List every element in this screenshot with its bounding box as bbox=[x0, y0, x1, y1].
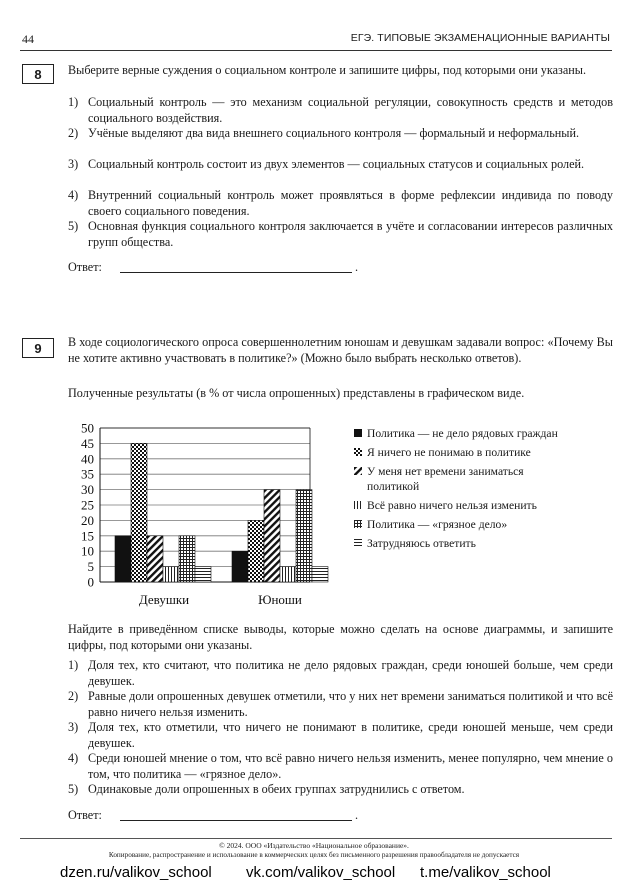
option-number: 2) bbox=[68, 126, 79, 140]
footer-notice: Копирование, распространение и использование в коммерческих целях без письменного разрешения правообладателя не допускается bbox=[108, 851, 520, 859]
x-category-label: Юноши bbox=[258, 592, 302, 607]
y-tick-label: 10 bbox=[81, 543, 94, 559]
question-9-task: Найдите в приведённом списке выводы, которые можно сделать на основе диаграммы, и запишите цифры, под которыми они указаны. bbox=[68, 622, 613, 652]
footer-copyright: © 2024. ООО «Издательство «Национальное образование». bbox=[219, 841, 409, 850]
legend-swatch-checker bbox=[354, 448, 362, 456]
option-number: 1) bbox=[68, 95, 79, 109]
bar bbox=[248, 520, 264, 582]
bar bbox=[264, 490, 280, 582]
bar bbox=[280, 567, 296, 582]
question-8-prompt: Выберите верные суждения о социальном контроле и запишите цифры, под которыми они указаны. bbox=[68, 63, 587, 77]
option-text: Социальный контроль состоит из двух элементов — социальных статусов и социальных ролей. bbox=[88, 157, 585, 171]
option-number: 1) bbox=[68, 658, 79, 672]
y-tick-label: 0 bbox=[87, 574, 94, 590]
y-tick-label: 15 bbox=[81, 528, 94, 544]
option-text: Учёные выделяют два вида внешнего социального контроля — формальный и неформальный. bbox=[88, 126, 580, 140]
question-9-option-3 bbox=[68, 720, 613, 751]
question-9-answer-label: Ответ: bbox=[68, 808, 102, 822]
legend-label: Затрудняюсь ответить bbox=[367, 537, 476, 550]
bar bbox=[296, 490, 312, 582]
y-tick-label: 20 bbox=[81, 512, 94, 528]
option-text: Одинаковые доли опрошенных в обеих группах затруднились с ответом. bbox=[88, 782, 465, 796]
legend-label: У меня нет времени заниматься политикой bbox=[367, 465, 524, 493]
y-tick-label: 25 bbox=[81, 497, 94, 513]
option-number: 2) bbox=[68, 689, 79, 703]
option-text: Доля тех, кто отметили, что ничего не понимают в политике, среди юношей меньше, чем среди девушек. bbox=[88, 720, 613, 750]
option-number: 4) bbox=[68, 188, 79, 202]
y-tick-label: 35 bbox=[81, 466, 94, 482]
option-text: Среди юношей мнение о том, что всё равно ничего нельзя изменить, менее популярно, чем мнение о том, что политика — «грязное дело». bbox=[88, 751, 613, 781]
legend-label: Политика — «грязное дело» bbox=[367, 518, 508, 531]
option-text: Основная функция социального контроля заключается в учёте и согласовании интересов различных групп общества. bbox=[88, 219, 613, 249]
question-9-option-2 bbox=[68, 689, 613, 720]
question-9-option-1 bbox=[68, 658, 613, 689]
question-9-number-box: 9 bbox=[22, 338, 54, 358]
legend-swatch-solid bbox=[354, 429, 362, 437]
legend-label: Политика — не дело рядовых граждан bbox=[367, 427, 558, 440]
question-9-option-5 bbox=[68, 782, 613, 798]
survey-bar-chart bbox=[60, 418, 350, 618]
question-9-option-4 bbox=[68, 751, 613, 782]
bar bbox=[147, 536, 163, 582]
running-header-title: ЕГЭ. ТИПОВЫЕ ЭКЗАМЕНАЦИОННЫЕ ВАРИАНТЫ bbox=[350, 32, 610, 44]
y-tick-label: 45 bbox=[81, 435, 94, 451]
y-tick-label: 30 bbox=[81, 482, 94, 498]
question-9-answer-end: . bbox=[355, 808, 359, 822]
question-8-answer-label: Ответ: bbox=[68, 260, 102, 274]
legend-label: Всё равно ничего нельзя изменить bbox=[367, 499, 537, 512]
bar bbox=[232, 551, 248, 582]
question-8-answer-end: . bbox=[355, 260, 359, 274]
question-9-intro: В ходе социологического опроса совершеннолетним юношам и девушкам задавали вопрос: «Почему Вы не хотите активно участвовать в политике?» (Можно было выбрать несколько ответов). bbox=[68, 335, 613, 365]
question-8-answer-field[interactable] bbox=[120, 272, 352, 273]
y-tick-label: 40 bbox=[81, 451, 94, 467]
option-number: 4) bbox=[68, 751, 79, 765]
bar bbox=[115, 536, 131, 582]
question-8-number-box: 8 bbox=[22, 64, 54, 84]
legend-label: Я ничего не понимаю в политике bbox=[367, 446, 531, 459]
header-divider bbox=[20, 50, 612, 51]
bar bbox=[163, 567, 179, 582]
option-text: Равные доли опрошенных девушек отметили, что у них нет времени заниматься политикой и что всё равно ничего нельзя изменить. bbox=[88, 689, 613, 719]
legend-swatch-vertical bbox=[354, 501, 362, 509]
option-text: Социальный контроль — это механизм социальной регуляции, совокупность средств и методов социального воздействия. bbox=[88, 95, 613, 125]
bar bbox=[195, 567, 211, 582]
question-8-option-1 bbox=[68, 95, 613, 126]
link-dzen[interactable]: dzen.ru/valikov_school bbox=[60, 864, 212, 881]
y-tick-label: 5 bbox=[87, 559, 94, 575]
footer-divider bbox=[20, 838, 612, 839]
option-number: 3) bbox=[68, 157, 79, 171]
legend-swatch-horizontal bbox=[354, 539, 362, 547]
question-8-option-5 bbox=[68, 219, 613, 250]
question-8-option-3 bbox=[68, 157, 613, 173]
bar bbox=[312, 567, 328, 582]
option-text: Внутренний социальный контроль может проявляться в форме рефлексии индивида по поводу своего социального поведения. bbox=[88, 188, 613, 218]
link-telegram[interactable]: t.me/valikov_school bbox=[420, 864, 551, 881]
link-vk[interactable]: vk.com/valikov_school bbox=[246, 864, 396, 881]
page-number: 44 bbox=[22, 32, 34, 46]
chart-legend bbox=[354, 426, 614, 566]
question-9-results-text: Полученные результаты (в % от числа опрошенных) представлены в графическом виде. bbox=[68, 386, 525, 400]
question-8-option-4 bbox=[68, 188, 613, 219]
legend-swatch-grid bbox=[354, 520, 362, 528]
option-number: 5) bbox=[68, 219, 79, 233]
question-8-option-2 bbox=[68, 126, 613, 142]
option-text: Доля тех, кто считают, что политика не дело рядовых граждан, среди юношей больше, чем среди девушек. bbox=[88, 658, 613, 688]
x-category-label: Девушки bbox=[138, 592, 190, 607]
question-9-answer-field[interactable] bbox=[120, 820, 352, 821]
bar bbox=[179, 536, 195, 582]
y-tick-label: 50 bbox=[81, 420, 94, 436]
option-number: 3) bbox=[68, 720, 79, 734]
legend-swatch-diagonal bbox=[354, 467, 362, 475]
bar bbox=[131, 443, 147, 582]
option-number: 5) bbox=[68, 782, 79, 796]
